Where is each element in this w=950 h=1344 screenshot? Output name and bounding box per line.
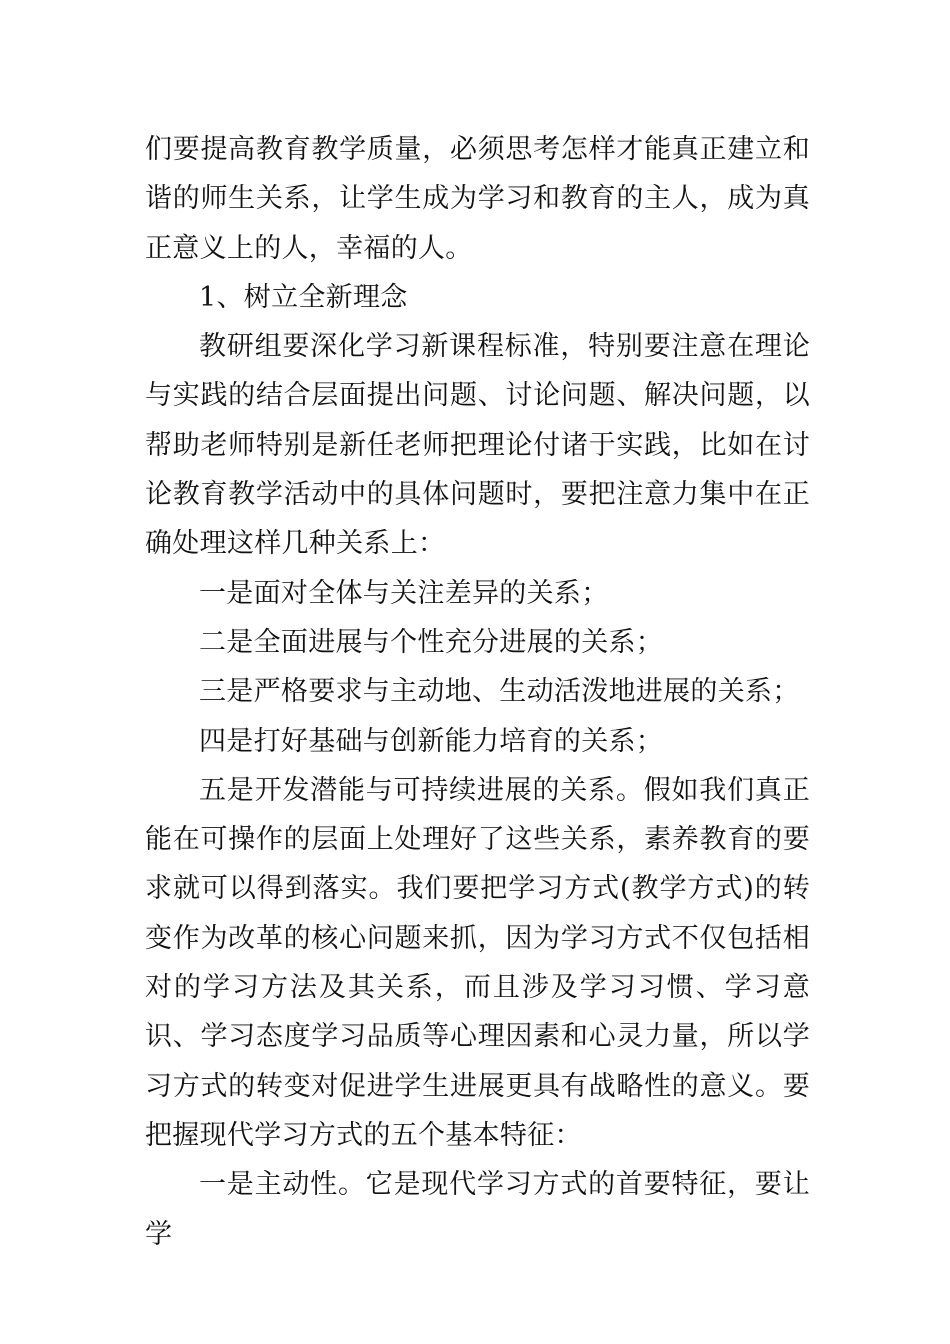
list-item-3: 三是严格要求与主动地、生动活泼地进展的关系； [199, 676, 800, 708]
section-heading: 1、树立全新理念 [199, 281, 408, 313]
list-item-1: 一是面对全体与关注差异的关系； [199, 577, 609, 609]
document-body [145, 125, 810, 1259]
paragraph-continuation: 们要提高教育教学质量，必须思考怎样才能真正建立和谐的师生关系，让学生成为学习和教育的主人，成为真正意义上的人，幸福的人。 [145, 134, 810, 264]
paragraph-intro: 教研组要深化学习新课程标准，特别要注意在理论与实践的结合层面提出问题、讨论问题、解决问题，以帮助老师特别是新任老师把理论付诸于实践，比如在讨论教育教学活动中的具体问题时，要把注意力集中在正确处理这样几种关系上： [145, 331, 810, 560]
list-item-5: 五是开发潜能与可持续进展的关系。假如我们真正能在可操作的层面上处理好了这些关系，素养教育的要求就可以得到落实。我们要把学习方式(教学方式)的转变作为改革的核心问题来抓，因为学习方式不仅包括相对的学习方法及其关系，而且涉及学习习惯、学习意识、学习态度学习品质等心理因素和心灵力量，所以学习方式的转变对促进学生进展更具有战略性的意义。要把握现代学习方式的五个基本特征： [145, 774, 810, 1151]
list-item-2: 二是全面进展与个性充分进展的关系； [199, 626, 664, 658]
list-item-4: 四是打好基础与创新能力培育的关系； [199, 725, 664, 757]
paragraph-feature-1: 一是主动性。它是现代学习方式的首要特征，要让学 [145, 1169, 810, 1250]
